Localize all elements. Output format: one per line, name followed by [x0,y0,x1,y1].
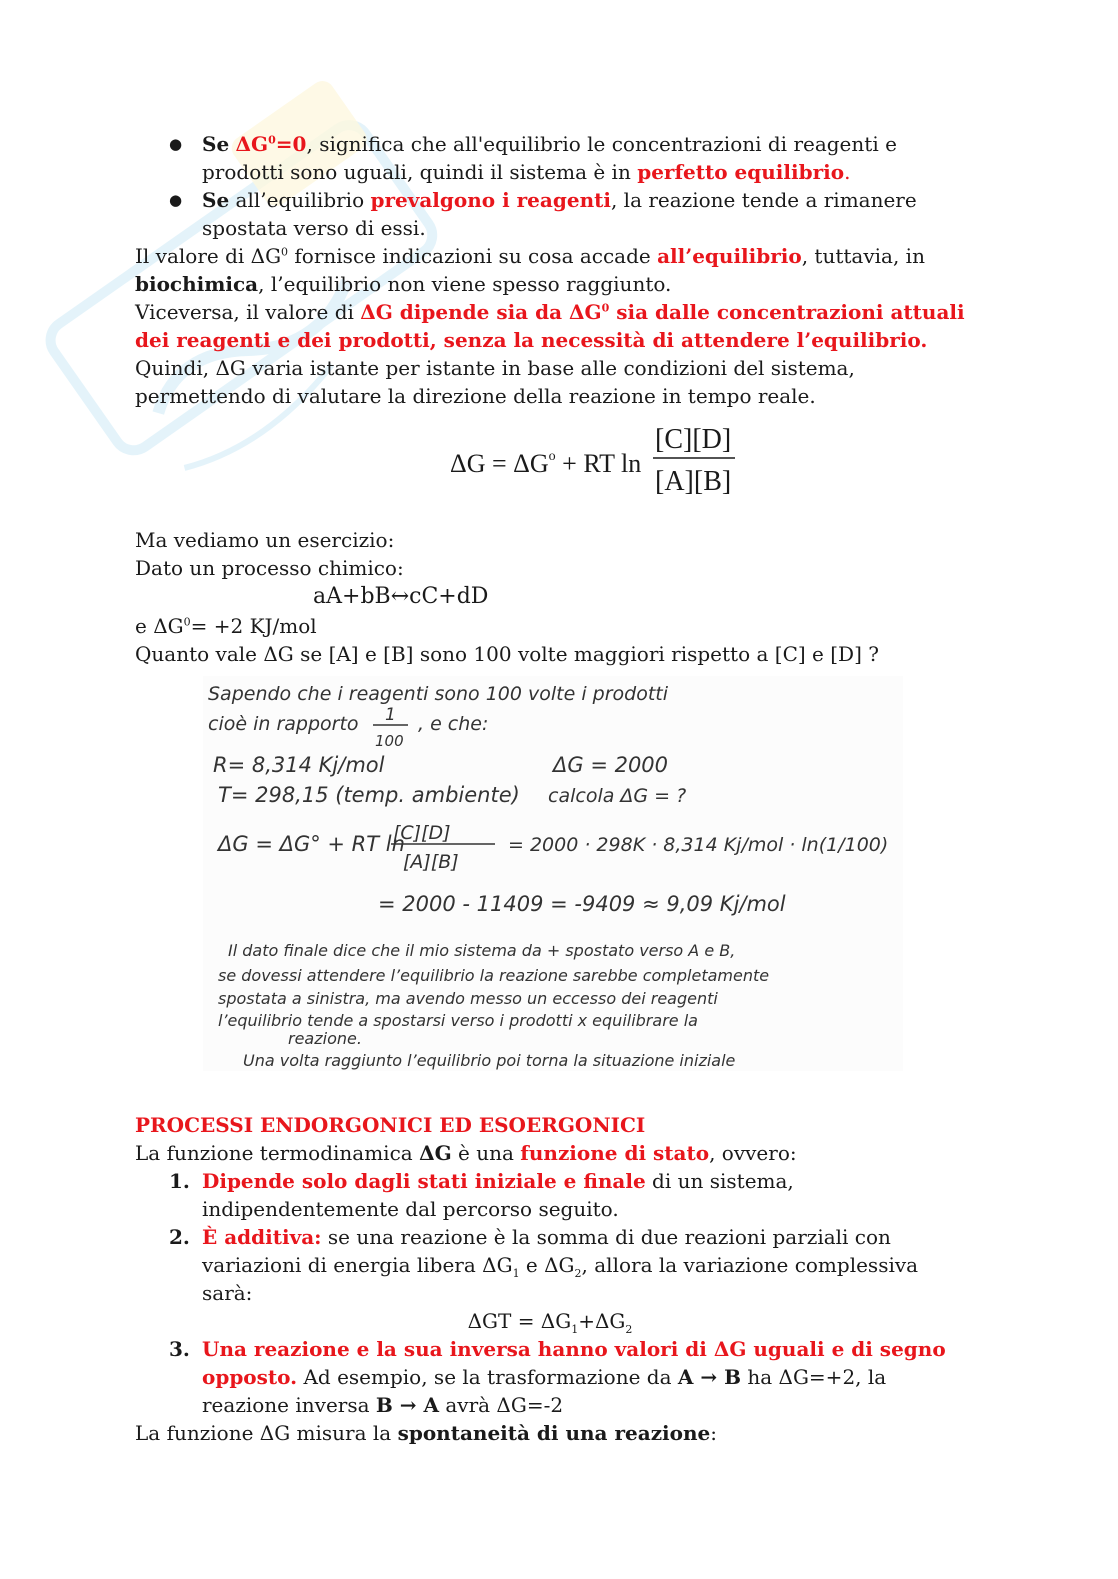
svg-text:spostata a sinistra, ma avendo: spostata a sinistra, ma avendo messo un eccesso dei reagenti [218,989,718,1008]
svg-text:, e che:: , e che: [418,713,489,735]
svg-text:100: 100 [375,732,404,750]
svg-text:Il dato finale dice che il mio: Il dato finale dice che il mio sistema da + spostato verso A e B, [228,941,736,960]
paragraph-equilibrium: Il valore di $\Delta G^0$ fornisce indicazioni su cosa accade all’equilibrio, tuttavia, in biochimica, l’equilibrio non viene spesso raggiunto. [135,244,925,296]
delta-g-formula [135,420,965,520]
list-item: 2. È additiva: se una reazione è la somma di due reazioni parziali con variazioni di energia libera $\Delta G_1$ e $\Delta G_2$, allora la variazione complessiva sarà: $\Delta GT = \Delta G_1+\Delta G_2$ [135,1223,965,1335]
svg-text:R= 8,314 Kj/mol: R= 8,314 Kj/mol [213,753,385,777]
svg-text:Una volta raggiunto l’equilibr: Una volta raggiunto l’equilibrio poi torna la situazione iniziale [243,1051,736,1070]
svg-text:= 2000 · 298K · 8,314 Kj/mol ·: = 2000 · 298K · 8,314 Kj/mol · ln(1/100) [508,834,889,856]
svg-text:[A][B]: [A][B] [655,466,732,497]
handwritten-solution [203,676,903,1071]
svg-text:T= 298,15 (temp. ambiente): T= 298,15 (temp. ambiente) [218,783,520,807]
svg-text:reazione.: reazione. [288,1029,362,1048]
svg-text:l’equilibrio tende a spostarsi: l’equilibrio tende a spostarsi verso i prodotti x equilibrare la [218,1011,698,1030]
svg-text:ΔG = ΔGo + RT ln: $\Delta G = \Delta G^o$ + RT ln [450,449,642,478]
svg-text:[C][D]: [C][D] [393,822,451,844]
closing-line: La funzione ΔG misura la spontaneità di una reazione: [135,1421,718,1445]
list-item: ● Se $\Delta G^0=0$, significa che all'equilibrio le concentrazioni di reagenti e prodotti sono uguali, quindi il sistema è in perfetto equilibrio. [135,130,965,186]
svg-text:= 2000 - 11409 = -9409 ≈ 9,09: = 2000 - 11409 = -9409 ≈ 9,09 Kj/mol [378,892,786,916]
reaction-equation: aA+bB↔cC+dD [313,584,489,609]
svg-text:[C][D]: [C][D] [655,424,732,455]
additive-equation: $\Delta GT = \Delta G_1+\Delta G_2$ [467,1309,633,1336]
top-bullet-list [135,130,965,242]
paragraph-quindi: Quindi, ΔG varia istante per istante in base alle condizioni del sistema, permettendo di valutare la direzione della reazione in tempo reale. [135,356,855,408]
exercise-intro: Ma vediamo un esercizio: [135,528,395,552]
page-content [135,130,965,1447]
svg-text:Sapendo che i reagenti sono 10: Sapendo che i reagenti sono 100 volte i prodotti [208,683,668,705]
svg-text:calcola ΔG = ?: calcola ΔG = ? [548,785,687,807]
svg-text:ΔG = 2000: ΔG = 2000 [553,753,669,777]
paragraph-viceversa: Viceversa, il valore di ΔG dipende sia da $\Delta G^0$ sia dalle concentrazioni attuali dei reagenti e dei prodotti, senza la necessità di attendere l’equilibrio. [135,300,965,352]
section-intro: La funzione termodinamica ΔG è una funzione di stato, ovvero: [135,1141,797,1165]
exercise-dg0: e $\Delta G^0= +2$ KJ/mol [135,614,317,638]
svg-text:1: 1 [385,705,396,725]
state-function-list [135,1167,965,1419]
list-item: 3. Una reazione e la sua inversa hanno valori di ΔG uguali e di segno opposto. Ad esempio, se la trasformazione da A → B ha ΔG=+2, la reazione inversa B → A avrà ΔG=-2 [169,1337,946,1417]
list-item: ● Se all’equilibrio prevalgono i reagenti, la reazione tende a rimanere spostata verso di essi. [135,186,965,242]
svg-text:cioè in rapporto: cioè in rapporto [208,713,359,735]
exercise-question: Quanto vale ΔG se [A] e [B] sono 100 volte maggiori rispetto a [C] e [D] ? [135,642,879,666]
exercise-given: Dato un processo chimico: [135,556,404,580]
section-heading: PROCESSI ENDORGONICI ED ESOERGONICI [135,1113,646,1137]
svg-text:ΔG = ΔG° + RT ln: ΔG = ΔG° + RT ln [218,832,405,856]
svg-text:[A][B]: [A][B] [403,851,459,873]
list-item: 1. Dipende solo dagli stati iniziale e finale di un sistema, indipendentemente dal percorso seguito. [169,1169,794,1221]
svg-text:se dovessi attendere l’equilib: se dovessi attendere l’equilibrio la reazione sarebbe completamente [218,966,770,985]
